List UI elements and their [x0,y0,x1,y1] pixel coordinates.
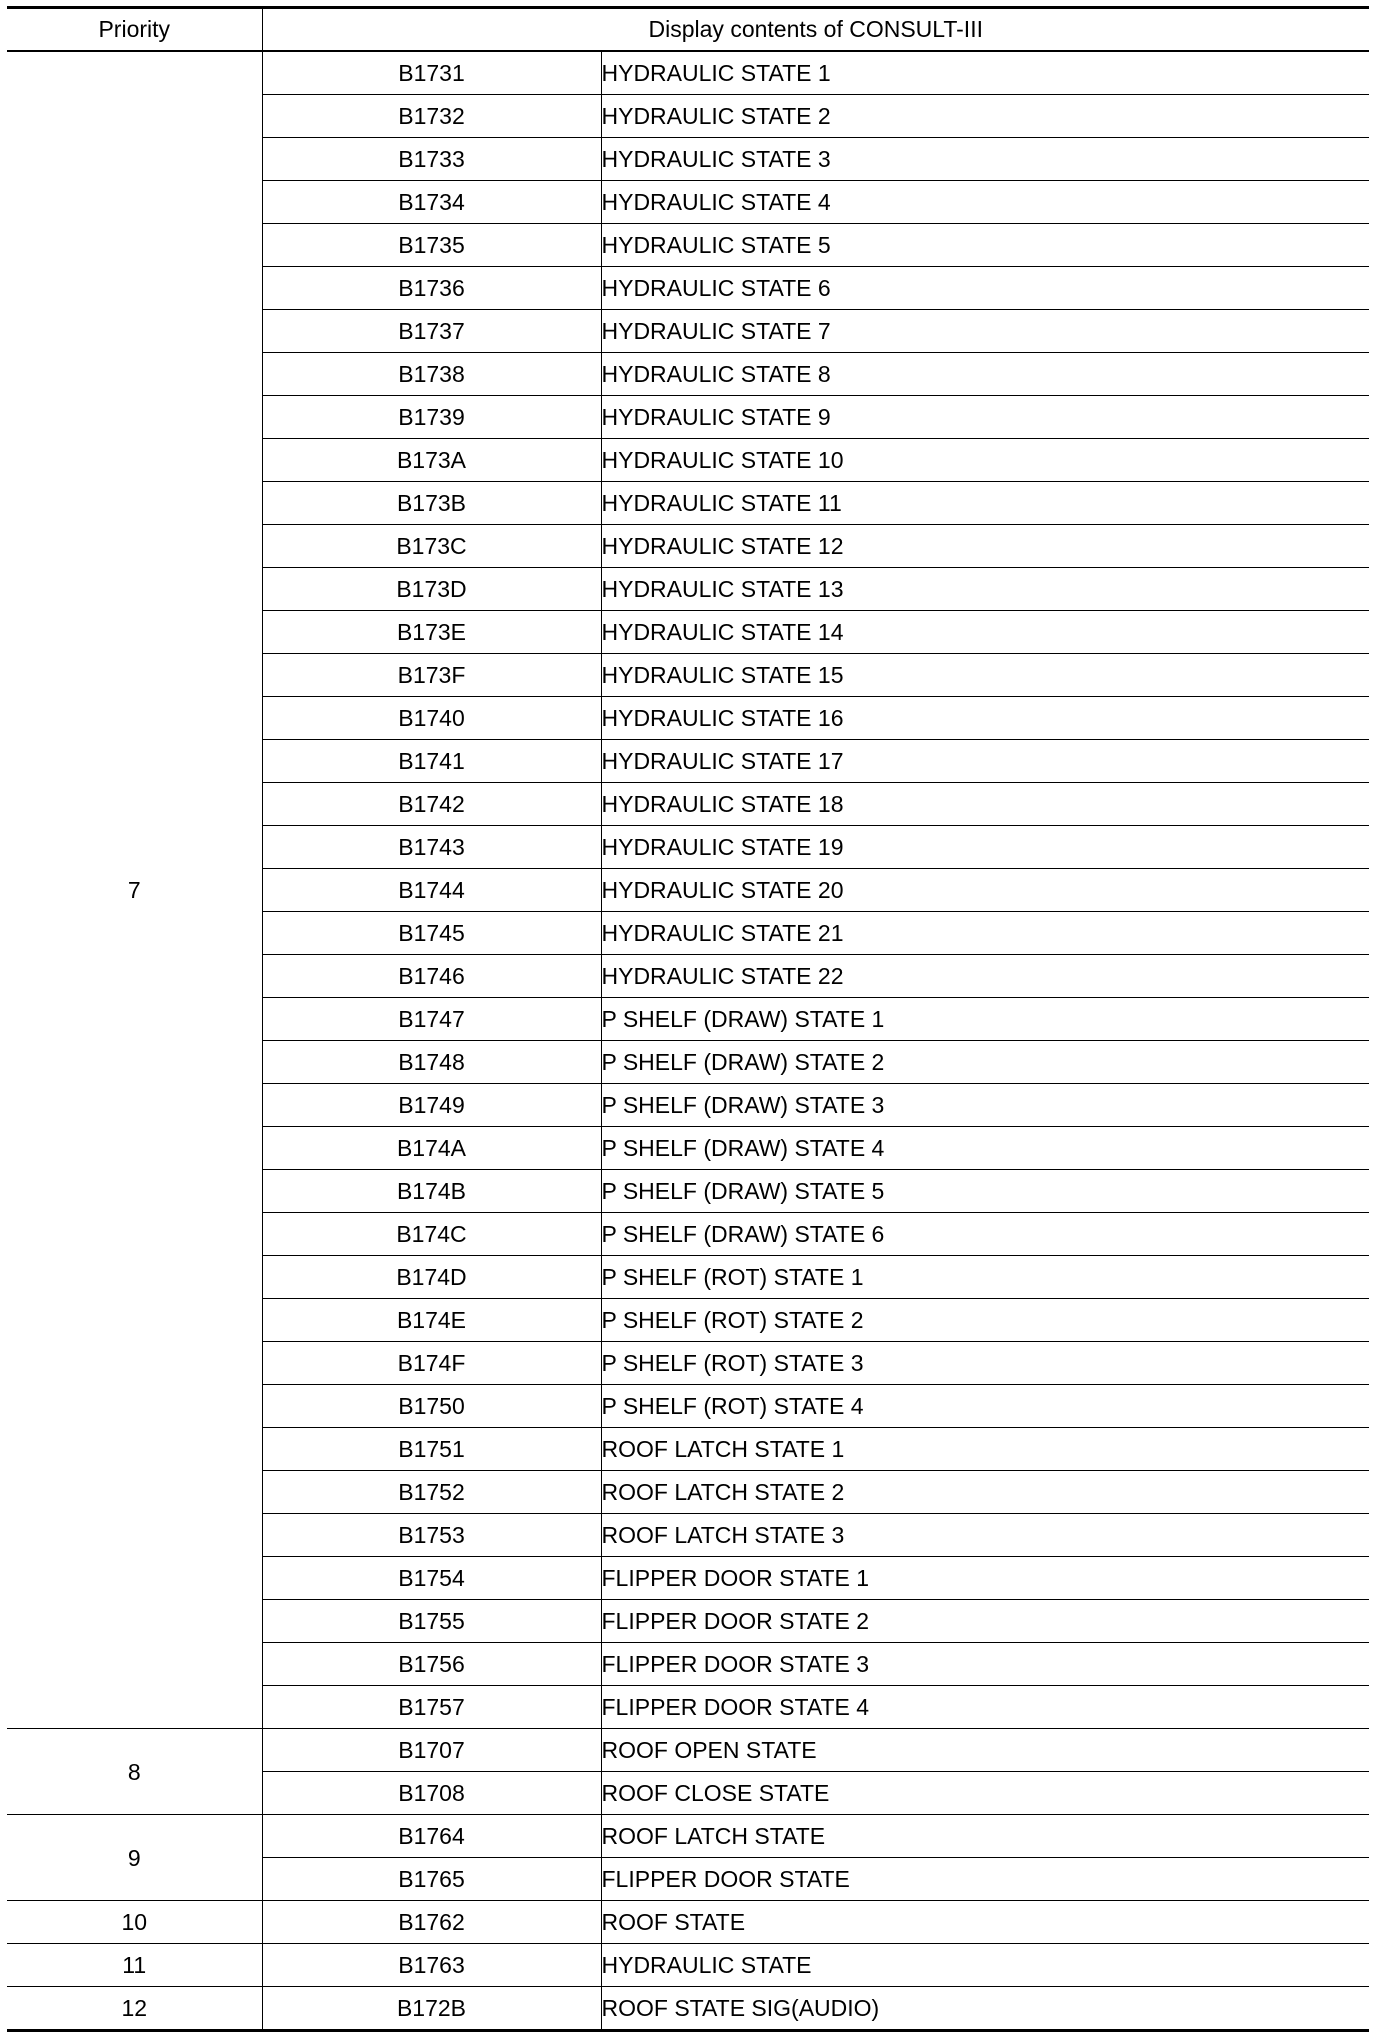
dtc-code-cell: B173B [262,482,601,525]
dtc-code-cell: B1742 [262,783,601,826]
dtc-code-cell: B1757 [262,1686,601,1729]
dtc-code-cell: B1744 [262,869,601,912]
display-item-cell: ROOF LATCH STATE 1 [601,1428,1369,1471]
table-row [7,1901,1369,1944]
dtc-code-cell: B1732 [262,95,601,138]
display-item-cell: HYDRAULIC STATE 12 [601,525,1369,568]
dtc-code-cell: B174C [262,1213,601,1256]
display-item-cell: ROOF CLOSE STATE [601,1772,1369,1815]
display-item-cell: HYDRAULIC STATE 18 [601,783,1369,826]
dtc-code-cell: B1749 [262,1084,601,1127]
display-item-cell: HYDRAULIC STATE 3 [601,138,1369,181]
display-item-cell: HYDRAULIC STATE 4 [601,181,1369,224]
dtc-code-cell: B1764 [262,1815,601,1858]
priority-cell: 11 [7,1944,262,1987]
priority-cell: 12 [7,1987,262,2031]
display-item-cell: FLIPPER DOOR STATE 1 [601,1557,1369,1600]
display-item-cell: HYDRAULIC STATE 2 [601,95,1369,138]
display-item-cell: HYDRAULIC STATE 22 [601,955,1369,998]
display-item-cell: ROOF STATE [601,1901,1369,1944]
display-item-cell: P SHELF (DRAW) STATE 4 [601,1127,1369,1170]
dtc-code-cell: B1748 [262,1041,601,1084]
dtc-code-cell: B1743 [262,826,601,869]
display-item-cell: P SHELF (ROT) STATE 4 [601,1385,1369,1428]
display-item-cell: HYDRAULIC STATE 9 [601,396,1369,439]
priority-header: Priority [7,8,262,52]
dtc-code-cell: B1735 [262,224,601,267]
table-row [7,51,1369,95]
display-item-cell: P SHELF (DRAW) STATE 6 [601,1213,1369,1256]
display-item-cell: FLIPPER DOOR STATE 2 [601,1600,1369,1643]
table-row [7,1815,1369,1858]
dtc-code-cell: B1708 [262,1772,601,1815]
dtc-code-cell: B172B [262,1987,601,2031]
dtc-code-cell: B1765 [262,1858,601,1901]
display-item-cell: HYDRAULIC STATE 5 [601,224,1369,267]
display-contents-header: Display contents of CONSULT-III [262,8,1369,52]
priority-cell: 10 [7,1901,262,1944]
dtc-code-cell: B1734 [262,181,601,224]
table-row [7,1729,1369,1772]
priority-table [7,6,1369,2032]
dtc-code-cell: B1741 [262,740,601,783]
display-item-cell: HYDRAULIC STATE 11 [601,482,1369,525]
display-item-cell: P SHELF (DRAW) STATE 2 [601,1041,1369,1084]
display-item-cell: HYDRAULIC STATE 15 [601,654,1369,697]
display-item-cell: ROOF LATCH STATE [601,1815,1369,1858]
display-item-cell: HYDRAULIC STATE 1 [601,51,1369,95]
dtc-code-cell: B1755 [262,1600,601,1643]
display-item-cell: FLIPPER DOOR STATE [601,1858,1369,1901]
display-item-cell: HYDRAULIC STATE 13 [601,568,1369,611]
dtc-code-cell: B1733 [262,138,601,181]
dtc-code-cell: B1738 [262,353,601,396]
dtc-code-cell: B174B [262,1170,601,1213]
display-item-cell: HYDRAULIC STATE 16 [601,697,1369,740]
display-item-cell: P SHELF (ROT) STATE 1 [601,1256,1369,1299]
display-item-cell: P SHELF (ROT) STATE 2 [601,1299,1369,1342]
dtc-code-cell: B1750 [262,1385,601,1428]
dtc-code-cell: B1739 [262,396,601,439]
dtc-code-cell: B1731 [262,51,601,95]
header-row [7,8,1369,52]
table-header [7,8,1369,52]
display-item-cell: HYDRAULIC STATE 21 [601,912,1369,955]
display-item-cell: HYDRAULIC STATE [601,1944,1369,1987]
priority-cell: 9 [7,1815,262,1901]
display-item-cell: P SHELF (ROT) STATE 3 [601,1342,1369,1385]
display-item-cell: ROOF LATCH STATE 3 [601,1514,1369,1557]
table-row [7,1944,1369,1987]
dtc-code-cell: B174F [262,1342,601,1385]
dtc-code-cell: B1737 [262,310,601,353]
display-item-cell: ROOF OPEN STATE [601,1729,1369,1772]
dtc-code-cell: B1746 [262,955,601,998]
display-item-cell: P SHELF (DRAW) STATE 1 [601,998,1369,1041]
display-item-cell: HYDRAULIC STATE 10 [601,439,1369,482]
dtc-code-cell: B1707 [262,1729,601,1772]
dtc-code-cell: B174A [262,1127,601,1170]
display-item-cell: P SHELF (DRAW) STATE 3 [601,1084,1369,1127]
dtc-code-cell: B173E [262,611,601,654]
display-item-cell: HYDRAULIC STATE 7 [601,310,1369,353]
dtc-code-cell: B174E [262,1299,601,1342]
dtc-code-cell: B1751 [262,1428,601,1471]
display-item-cell: FLIPPER DOOR STATE 3 [601,1643,1369,1686]
dtc-code-cell: B173F [262,654,601,697]
priority-cell: 8 [7,1729,262,1815]
display-item-cell: HYDRAULIC STATE 8 [601,353,1369,396]
display-item-cell: HYDRAULIC STATE 14 [601,611,1369,654]
priority-cell: 7 [7,51,262,1729]
table-body [7,51,1369,2031]
dtc-code-cell: B1752 [262,1471,601,1514]
display-item-cell: ROOF LATCH STATE 2 [601,1471,1369,1514]
dtc-code-cell: B1756 [262,1643,601,1686]
display-item-cell: ROOF STATE SIG(AUDIO) [601,1987,1369,2031]
dtc-code-cell: B1754 [262,1557,601,1600]
dtc-code-cell: B1753 [262,1514,601,1557]
dtc-code-cell: B173C [262,525,601,568]
display-item-cell: HYDRAULIC STATE 19 [601,826,1369,869]
dtc-code-cell: B1763 [262,1944,601,1987]
dtc-code-cell: B1740 [262,697,601,740]
display-item-cell: HYDRAULIC STATE 6 [601,267,1369,310]
dtc-code-cell: B173D [262,568,601,611]
dtc-code-cell: B174D [262,1256,601,1299]
dtc-code-cell: B1745 [262,912,601,955]
display-item-cell: HYDRAULIC STATE 20 [601,869,1369,912]
dtc-code-cell: B1736 [262,267,601,310]
dtc-code-cell: B173A [262,439,601,482]
dtc-code-cell: B1747 [262,998,601,1041]
display-item-cell: P SHELF (DRAW) STATE 5 [601,1170,1369,1213]
table-row [7,1987,1369,2031]
display-item-cell: FLIPPER DOOR STATE 4 [601,1686,1369,1729]
dtc-code-cell: B1762 [262,1901,601,1944]
display-item-cell: HYDRAULIC STATE 17 [601,740,1369,783]
